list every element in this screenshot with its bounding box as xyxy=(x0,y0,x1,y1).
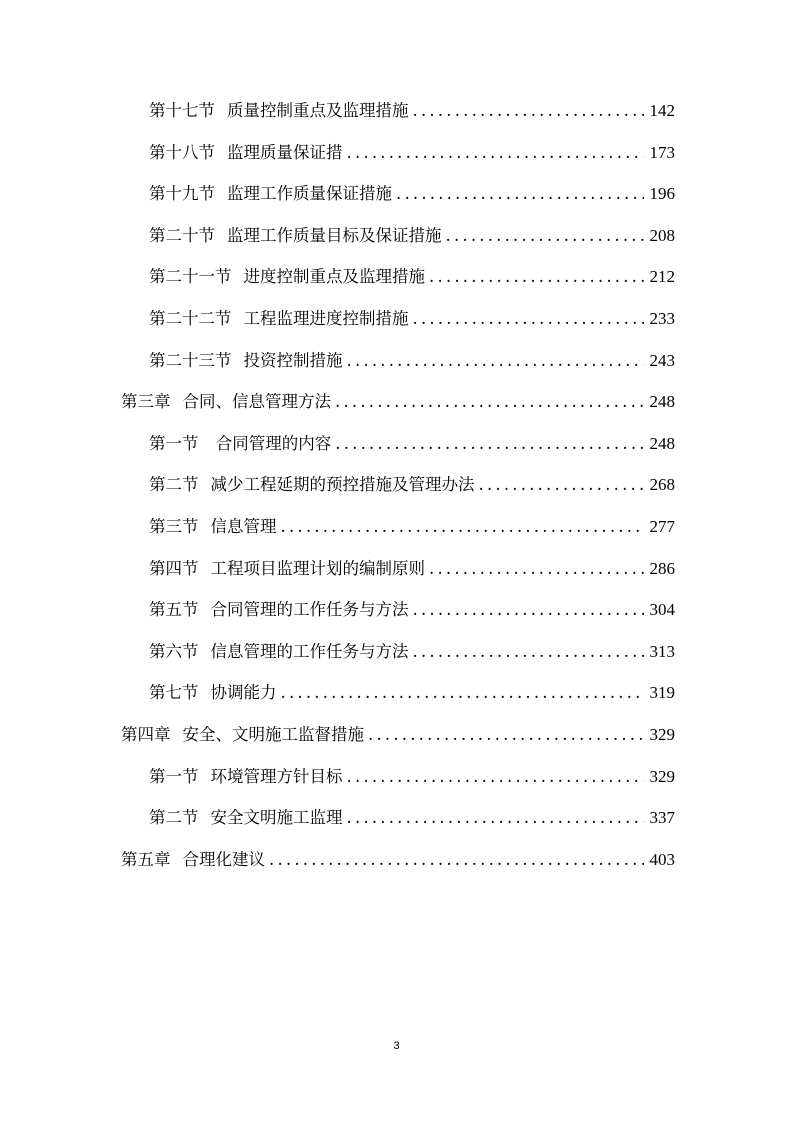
toc-entry-page: 277 xyxy=(649,517,675,536)
toc-entry-number: 第四章 xyxy=(121,725,171,744)
toc-entry-label xyxy=(149,512,277,542)
toc-entry[interactable] xyxy=(149,637,675,667)
toc-entry-label xyxy=(149,554,425,584)
toc-entry-title: 安全、文明施工监督措施 xyxy=(182,725,364,744)
toc-entry-number: 第五节 xyxy=(149,600,199,620)
toc-entry-label xyxy=(121,845,265,875)
toc-entry-title: 工程项目监理计划的编制原则 xyxy=(210,558,425,578)
toc-entry-number: 第七节 xyxy=(149,683,199,703)
toc-entry-number: 第十九节 xyxy=(149,184,215,204)
toc-entry-page: 248 xyxy=(649,392,675,412)
toc-entry-label xyxy=(149,470,475,500)
toc-entry[interactable] xyxy=(149,678,675,708)
toc-entry-label xyxy=(149,179,392,209)
toc-entry-page: 286 xyxy=(649,558,675,578)
toc-entry[interactable] xyxy=(149,96,675,126)
toc-entry-title: 信息管理 xyxy=(210,517,277,536)
toc-entry[interactable] xyxy=(149,470,675,500)
toc-entry-page: 212 xyxy=(649,267,675,287)
toc-entry-number: 第二十一节 xyxy=(149,267,232,287)
toc-leader-dots xyxy=(269,845,644,875)
toc-leader-dots xyxy=(281,678,644,708)
toc-entry-title: 监理质量保证措 xyxy=(227,142,343,162)
toc-leader-dots xyxy=(446,221,644,251)
toc-leader-dots xyxy=(429,554,644,584)
toc-entry-page: 233 xyxy=(649,309,675,328)
toc-entry-label xyxy=(149,803,343,833)
toc-entry-title: 环境管理方针目标 xyxy=(210,766,343,786)
toc-entry-page: 243 xyxy=(649,350,675,370)
toc-entry-page: 268 xyxy=(649,475,675,495)
toc-entry-label xyxy=(121,387,331,417)
toc-entry[interactable] xyxy=(149,138,675,168)
toc-leader-dots xyxy=(347,138,644,168)
toc-entry-page: 248 xyxy=(649,433,675,453)
toc-entry[interactable] xyxy=(149,554,675,584)
toc-leader-dots xyxy=(413,96,644,126)
toc-entry-label xyxy=(149,221,442,251)
toc-leader-dots xyxy=(413,637,644,667)
toc-entry-number: 第一节 xyxy=(149,433,199,453)
toc-entry-label xyxy=(149,304,409,334)
toc-entry[interactable] xyxy=(121,387,675,417)
toc-entry-title: 信息管理的工作任务与方法 xyxy=(210,641,409,661)
toc-entry[interactable] xyxy=(121,720,675,750)
toc-entry-page: 403 xyxy=(649,849,675,869)
toc-entry-label xyxy=(121,720,364,750)
toc-entry-label xyxy=(149,262,425,292)
toc-entry[interactable] xyxy=(149,221,675,251)
toc-entry-page: 337 xyxy=(649,808,675,828)
toc-entry-number: 第二节 xyxy=(149,475,199,495)
toc-entry[interactable] xyxy=(149,512,675,542)
toc-leader-dots xyxy=(396,179,644,209)
toc-leader-dots xyxy=(281,512,644,542)
toc-entry-page: 329 xyxy=(649,725,675,744)
toc-entry-page: 329 xyxy=(649,766,675,786)
toc-entry-title: 合同管理的工作任务与方法 xyxy=(210,600,409,620)
toc-entry[interactable] xyxy=(121,845,675,875)
toc-entry-page: 173 xyxy=(649,142,675,162)
toc-entry[interactable] xyxy=(149,262,675,292)
toc-leader-dots xyxy=(413,304,644,334)
toc-entry-title: 合同、信息管理方法 xyxy=(182,392,331,412)
toc-leader-dots xyxy=(479,470,644,500)
toc-entry-title: 监理工作质量保证措施 xyxy=(227,184,392,204)
toc-entry-page: 313 xyxy=(649,641,675,661)
toc-entry[interactable] xyxy=(149,762,675,792)
toc-entry-number: 第一节 xyxy=(149,766,199,786)
page-number: 3 xyxy=(393,1040,400,1052)
toc-leader-dots xyxy=(347,762,644,792)
toc-entry-title: 投资控制措施 xyxy=(243,350,343,370)
toc-entry-number: 第五章 xyxy=(121,849,171,869)
toc-entry-number: 第三节 xyxy=(149,517,199,536)
toc-leader-dots xyxy=(335,387,644,417)
toc-leader-dots xyxy=(429,262,644,292)
toc-entry-number: 第二十节 xyxy=(149,225,215,245)
toc-entry-title: 合同管理的内容 xyxy=(210,433,332,453)
toc-entry-number: 第十八节 xyxy=(149,142,215,162)
toc-entry-title: 安全文明施工监理 xyxy=(210,808,343,828)
toc-entry-title: 进度控制重点及监理措施 xyxy=(243,267,425,287)
toc-entry-title: 工程监理进度控制措施 xyxy=(243,309,409,328)
toc-entry-title: 协调能力 xyxy=(210,683,277,703)
toc-leader-dots xyxy=(335,429,643,459)
toc-entry-page: 142 xyxy=(649,101,675,120)
toc-entry-number: 第十七节 xyxy=(149,101,215,120)
toc-entry-page: 208 xyxy=(649,225,675,245)
toc-entry-number: 第四节 xyxy=(149,558,199,578)
toc-entry-title: 减少工程延期的预控措施及管理办法 xyxy=(210,475,475,495)
toc-entry-number: 第二十三节 xyxy=(149,350,232,370)
toc-entry-label xyxy=(149,678,277,708)
toc-entry-label xyxy=(149,762,343,792)
toc-entry-label xyxy=(149,637,409,667)
toc-entry-page: 196 xyxy=(649,184,675,204)
toc-entry-label xyxy=(149,595,409,625)
toc-entry-title: 合理化建议 xyxy=(182,849,265,869)
toc-entry[interactable] xyxy=(149,304,675,334)
toc-entry[interactable] xyxy=(149,803,675,833)
toc-entry-page: 304 xyxy=(649,600,675,620)
toc-entry-label xyxy=(149,96,409,126)
toc-entry-number: 第二节 xyxy=(149,808,199,828)
toc-leader-dots xyxy=(413,595,644,625)
toc-entry[interactable] xyxy=(149,179,675,209)
toc-entry-title: 质量控制重点及监理措施 xyxy=(227,101,409,120)
toc-entry-title: 监理工作质量目标及保证措施 xyxy=(227,225,442,245)
toc-entry-label xyxy=(149,138,343,168)
toc-entry-page: 319 xyxy=(649,683,675,703)
toc-entry[interactable] xyxy=(149,429,675,459)
toc-leader-dots xyxy=(347,346,644,376)
toc-entry-number: 第二十二节 xyxy=(149,309,232,328)
toc-entry-number: 第三章 xyxy=(121,392,171,412)
toc-entry-number: 第六节 xyxy=(149,641,199,661)
toc-leader-dots xyxy=(347,803,644,833)
toc-entry-label xyxy=(149,429,331,459)
toc-leader-dots xyxy=(368,720,644,750)
toc-entry-label xyxy=(149,346,343,376)
toc-entry[interactable] xyxy=(149,595,675,625)
toc-entry[interactable] xyxy=(149,346,675,376)
